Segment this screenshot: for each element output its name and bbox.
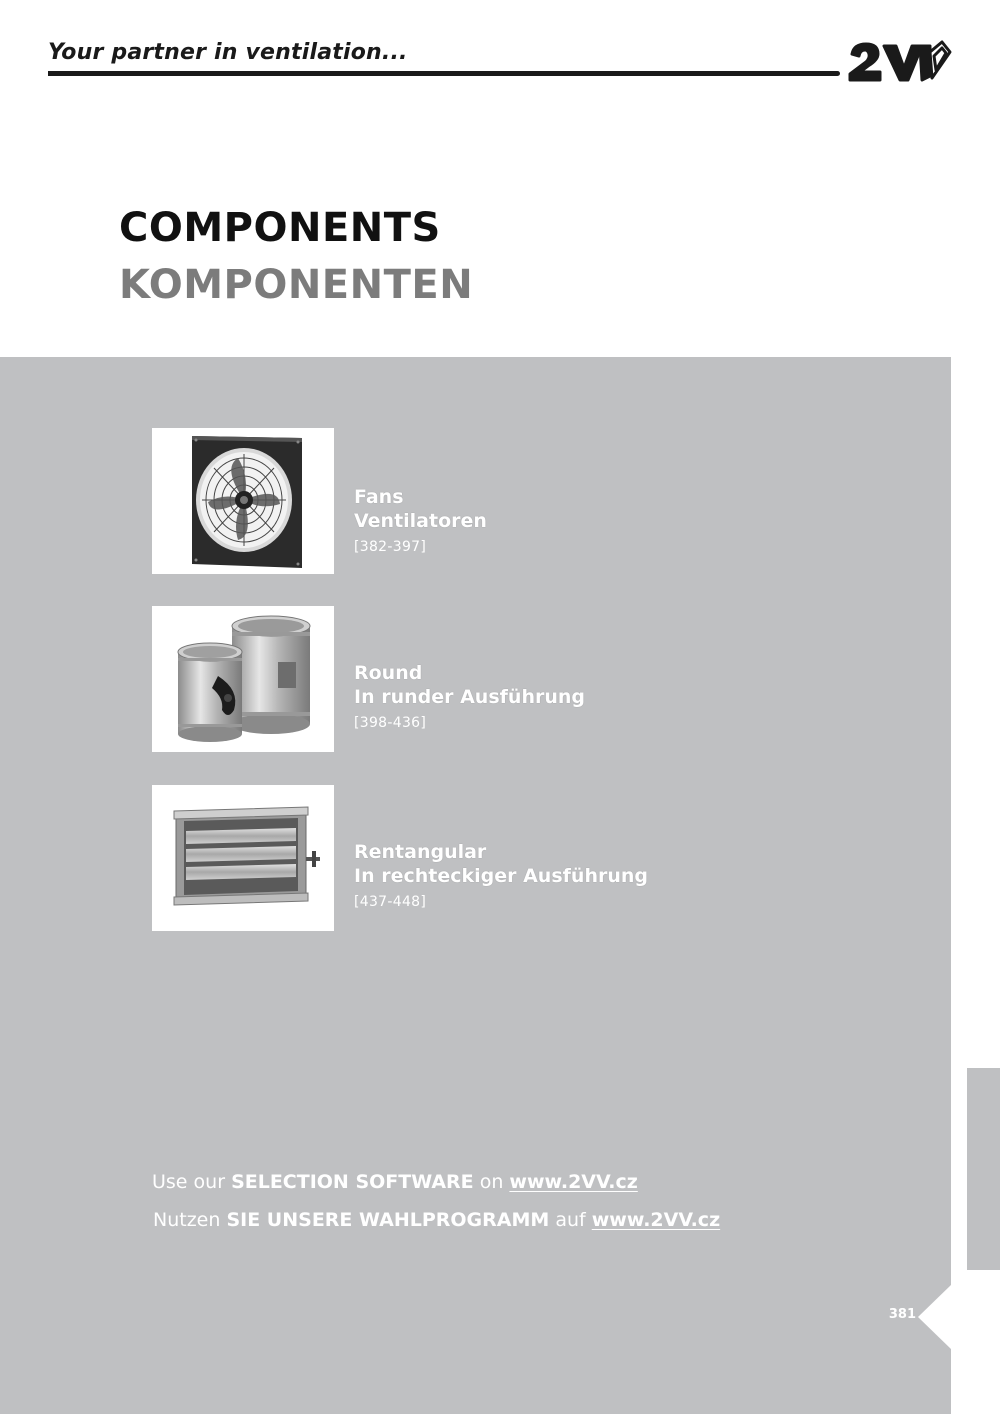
- page-number-notch: [918, 1284, 952, 1350]
- round-label-en: Round: [354, 662, 423, 684]
- rectangular-label-de: In rechteckiger Ausführung: [354, 865, 648, 887]
- promo-en-mid: on: [473, 1171, 510, 1193]
- fans-thumbnail[interactable]: [152, 428, 334, 574]
- brand-logo: [846, 38, 954, 84]
- page-title-en: COMPONENTS: [119, 205, 441, 251]
- fans-item[interactable]: [354, 485, 487, 555]
- promo-de-link[interactable]: www.2VV.cz: [591, 1209, 721, 1231]
- section-side-tab: [967, 1068, 1000, 1270]
- round-label-de: In runder Ausführung: [354, 686, 585, 708]
- promo-en-link[interactable]: www.2VV.cz: [509, 1171, 638, 1193]
- round-page-range: [398-436]: [354, 715, 427, 731]
- round-thumbnail[interactable]: [152, 606, 334, 752]
- round-damper-icon: [152, 606, 334, 752]
- promo-line-en: [152, 1171, 638, 1193]
- page-title-de: KOMPONENTEN: [119, 262, 474, 308]
- fans-page-range: [382-397]: [354, 539, 427, 555]
- rectangular-item[interactable]: [354, 840, 648, 910]
- promo-en-software: SELECTION SOFTWARE: [231, 1171, 474, 1193]
- promo-de-pre: Nutzen: [153, 1209, 227, 1231]
- promo-de-software: SIE UNSERE WAHLPROGRAMM: [226, 1209, 550, 1231]
- axial-fan-icon: [152, 428, 334, 574]
- promo-de-mid: auf: [549, 1209, 592, 1231]
- rectangular-thumbnail[interactable]: [152, 785, 334, 931]
- promo-en-pre: Use our: [152, 1171, 232, 1193]
- fans-label-en: Fans: [354, 486, 404, 508]
- round-item[interactable]: [354, 661, 585, 731]
- rectangular-damper-icon: [152, 785, 334, 931]
- rectangular-page-range: [437-448]: [354, 894, 427, 910]
- rectangular-label-en: Rentangular: [354, 841, 487, 863]
- page-number: 381: [888, 1307, 916, 1322]
- header-tagline: Your partner in ventilation...: [48, 40, 408, 65]
- header-rule: [48, 71, 840, 76]
- fans-label-de: Ventilatoren: [354, 510, 487, 532]
- promo-line-de: [153, 1209, 720, 1231]
